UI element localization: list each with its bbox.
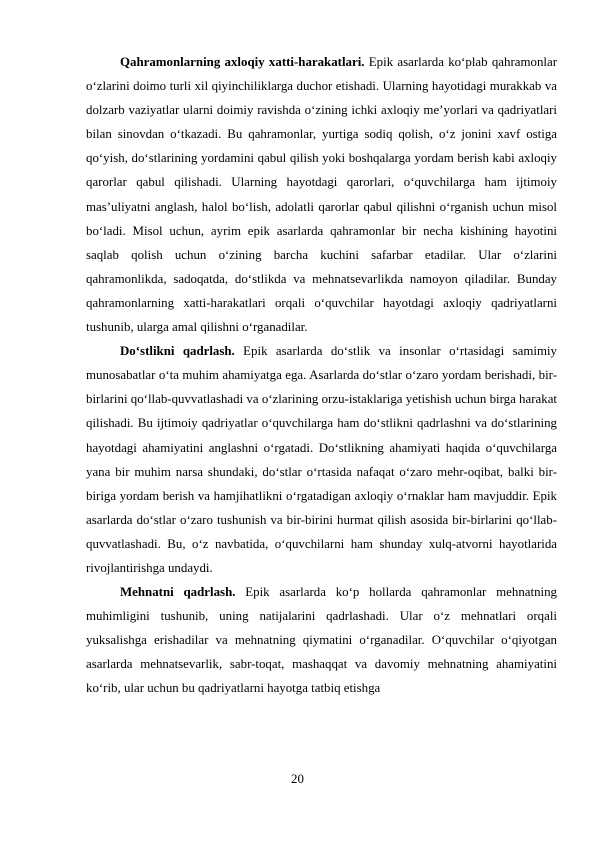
paragraph-heading: Qahramonlarning axloqiy xatti-harakatlari. <box>120 55 365 69</box>
paragraph-heading: Mehnatni qadrlash. <box>120 585 236 600</box>
paragraph-text: Epik asarlarda do‘stlik va insonlar o‘rtasidagi samimiy munosabatlar o‘ta muhim ahamiyatga ega. Asarlarda do‘stlar o‘zaro yordam berishadi, bir-birlarini qo‘llab-quvvatlashadi va o‘zlarining orzu-istaklariga yetishish uchun birga harakat qilishadi. Bu ijtimoiy qadriyatlar o‘quvchilarga ham do‘stlikni qadrlashni va do‘stlarining hayotdagi ahamiyatini anglashni o‘rgatadi. Do‘stlikning ahamiyati haqida o‘quvchilarga yana bir muhim narsa shundaki, do‘stlar o‘rtasida nafaqat o‘zaro mehr-oqibat, balki bir-biriga yordam berish va hamjihatlikni o‘rgatadigan axloqiy o‘rnaklar ham mavjuddir. Epik asarlarda do‘stlar o‘zaro tushunish va bir-birini hurmat qilish asosida bir-birlarini qo‘llab-quvvatlashadi. Bu, o‘z navbatida, o‘quvchilarni ham shunday xulq-atvorni hayotlarida rivojlantirishga undaydi. <box>86 344 558 575</box>
paragraph-moral-behavior <box>86 50 557 339</box>
paragraph-heading: Do‘stlikni qadrlash. <box>120 344 235 359</box>
paragraph-friendship <box>86 339 557 580</box>
page-number: 20 <box>291 772 304 786</box>
document-body <box>86 50 557 701</box>
paragraph-text: Epik asarlarda ko‘p hollarda qahramonlar mehnatning muhimligini tushunib, uning natijalarini qadrlashadi. Ular o‘z mehnatlari orqali yuksalishga erishadilar va mehnatning qiymatini o‘rganadilar. O‘quvchilar o‘qiyotgan asarlarda mehnatsevarlik, sabr-toqat, mashaqqat va davomiy mehnatning ahamiyatini ko‘rib, ular uchun bu qadriyatlarni hayotga tatbiq etishga <box>86 585 557 696</box>
paragraph-labor <box>86 580 557 700</box>
paragraph-text: Epik asarlarda ko‘plab qahramonlar o‘zlarini doimo turli xil qiyinchiliklarga duchor etishadi. Ularning hayotidagi murakkab va dolzarb vaziyatlar ularni doimiy ravishda o‘zining ichki axloqiy me’yorlari va qadriyatlari bilan sinovdan o‘tkazadi. Bu qahramonlar, yurtiga sodiq qolish, o‘z jonini xavf ostiga qo‘yish, do‘stlarining yordamini qabul qilish yoki boshqalarga yordam berish kabi axloqiy qarorlar qabul qilishadi. Ularning hayotdagi qarorlari, o‘quvchilarga ham ijtimoiy mas’uliyatni anglash, halol bo‘lish, adolatli qarorlar qabul qilishni o‘rganish uchun misol bo‘ladi. Misol uchun, ayrim epik asarlarda qahramonlar bir necha kishining hayotini saqlab qolish uchun o‘zining barcha kuchini safarbar etadilar. Ular o‘zlarini qahramonlikda, sadoqatda, do‘stlikda va mehnatsevarlikda namoyon qiladilar. Bunday qahramonlarning xatti-harakatlari orqali o‘quvchilar hayotdagi axloqiy qadriyatlarni tushunib, ularga amal qilishni o‘rganadilar. <box>86 55 557 335</box>
